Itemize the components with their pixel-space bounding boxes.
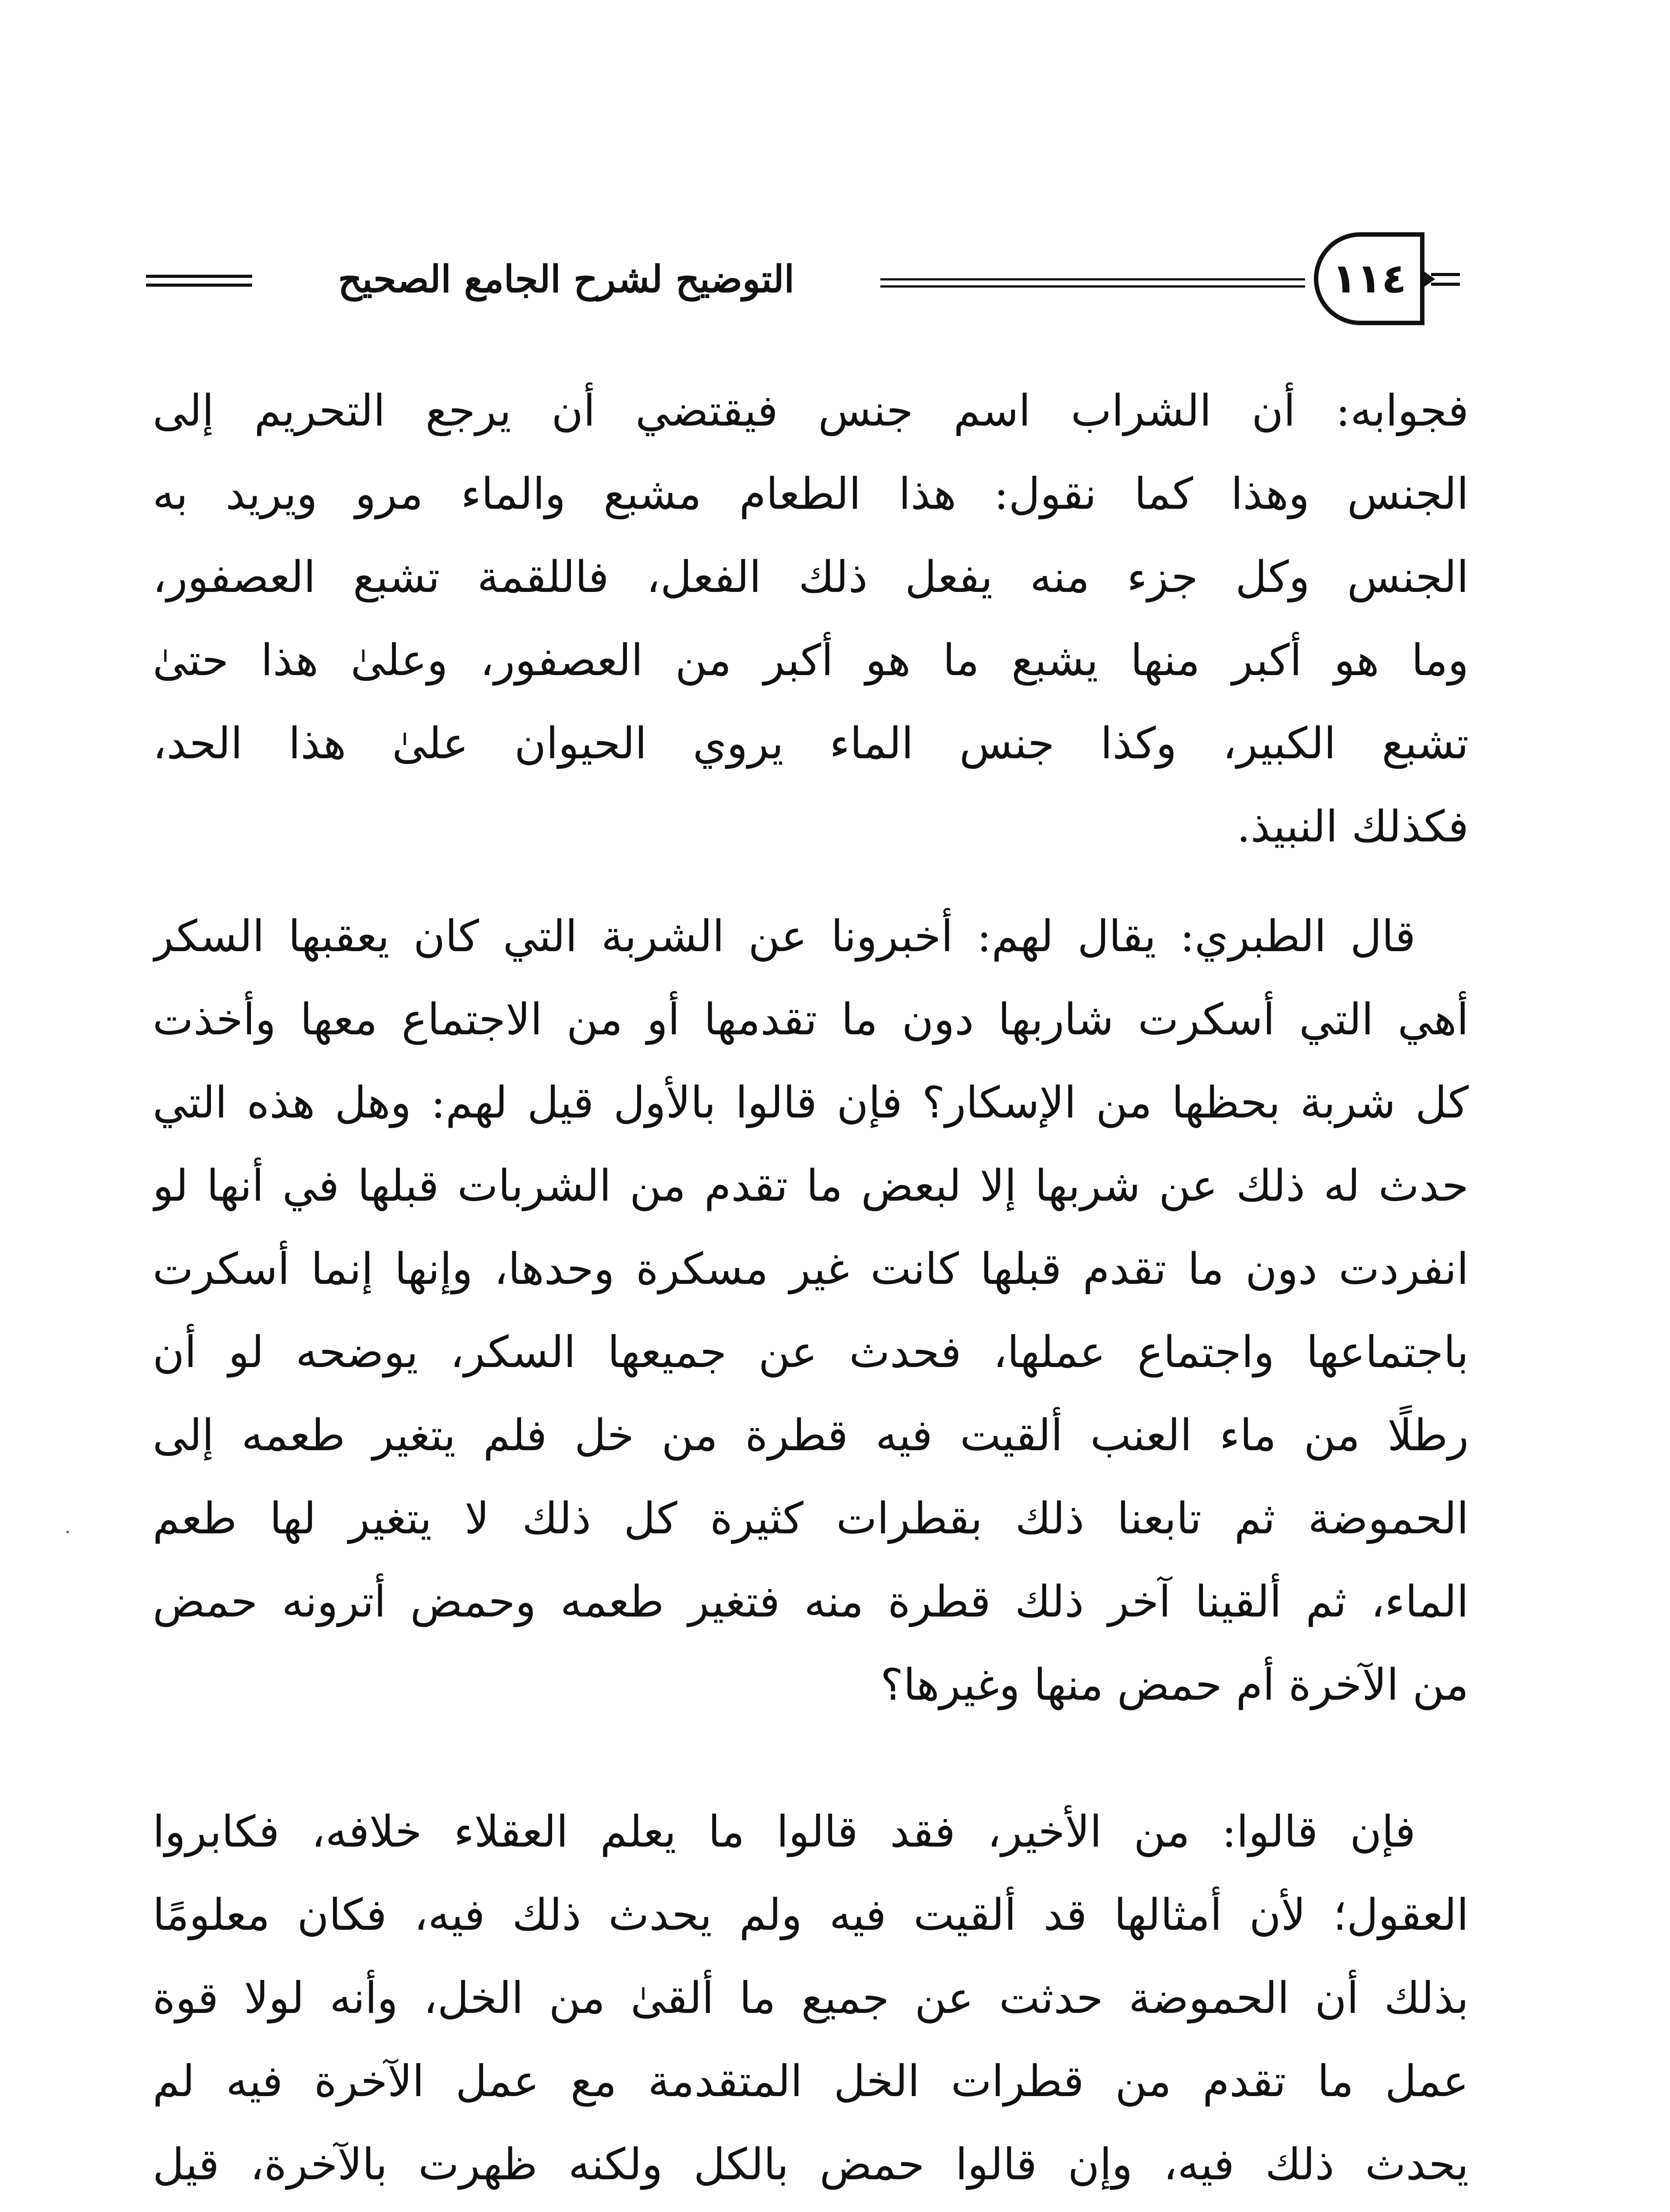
text-line: كل شربة بحظها من الإسكار؟ فإن قالوا بالأول قيل لهم: وهل هذه التي [153, 1078, 1469, 1128]
text-line [153, 2206, 1469, 2212]
scan-speck [66, 1531, 69, 1533]
text-line: قال الطبري: يقال لهم: أخبرونا عن الشربة التي كان يعقبها السكر [153, 911, 1416, 962]
text-line: بذلك أن الحموضة حدثت عن جميع ما ألقىٰ من الخل، وأنه لولا قوة [153, 1973, 1469, 2024]
text-line: الماء، ثم ألقينا آخر ذلك قطرة منه فتغير طعمه وحمض أترونه حمض [153, 1577, 1469, 1627]
header-right-rule [1431, 273, 1460, 287]
text-line: انفردت دون ما تقدم قبلها كانت غير مسكرة وحدها، وإنها إنما أسكرت [153, 1244, 1469, 1294]
text-line: أهي التي أسكرت شاربها دون ما تقدمها أو من الاجتماع معها وأخذت [153, 995, 1469, 1045]
paragraph-3 [153, 1790, 1469, 2212]
text-line: فكذلك النبيذ. [1236, 802, 1469, 852]
text-line: الجنس وكل جزء منه يفعل ذلك الفعل، فاللقمة تشبع العصفور، [153, 552, 1469, 603]
text-line: تشبع الكبير، وكذا جنس الماء يروي الحيوان علىٰ هذا الحد، [153, 718, 1469, 769]
text-line: حدث له ذلك عن شربها إلا لبعض ما تقدم من الشربات قبلها في أنها لو [153, 1161, 1469, 1211]
text-line: باجتماعها واجتماع عملها، فحدث عن جميعها السكر، يوضحه لو أن [153, 1327, 1469, 1378]
text-line: من الآخرة أم حمض منها وغيرها؟ [880, 1660, 1469, 1710]
text-line: عمل ما تقدم من قطرات الخل المتقدمة مع عمل الآخرة فيه لم [153, 2056, 1469, 2107]
text-line: يحدث ذلك فيه، وإن قالوا حمض بالكل ولكنه ظهرت بالآخرة، قيل [153, 2139, 1469, 2190]
paragraph-1 [153, 369, 1469, 868]
text-line: رطلًا من ماء العنب ألقيت فيه قطرة من خل فلم يتغير طعمه إلى [153, 1410, 1469, 1461]
page-number: ١١٤ [1332, 255, 1407, 302]
header-middle-rule [880, 278, 1305, 289]
text-line: فجوابه: أن الشراب اسم جنس فيقتضي أن يرجع التحريم إلى [153, 386, 1469, 436]
header-left-rule [146, 275, 252, 288]
running-header [146, 232, 1460, 325]
text-line: فإن قالوا: من الأخير، فقد قالوا ما يعلم العقلاء خلافه، فكابروا [153, 1807, 1416, 1857]
text-line: الجنس وهذا كما نقول: هذا الطعام مشبع والماء مرو ويريد به [153, 469, 1469, 519]
text-line: العقول؛ لأن أمثالها قد ألقيت فيه ولم يحدث ذلك فيه، فكان معلومًا [153, 1890, 1469, 1940]
text-line: الحموضة ثم تابعنا ذلك بقطرات كثيرة كل ذلك لا يتغير لها طعم [153, 1494, 1469, 1544]
running-title: التوضيح لشرح الجامع الصحيح [338, 257, 795, 301]
text-line: وما هو أكبر منها يشبع ما هو أكبر من العصفور، وعلىٰ هذا حتىٰ [153, 635, 1469, 686]
page-number-badge [1314, 232, 1424, 325]
paragraph-2 [153, 895, 1469, 1727]
